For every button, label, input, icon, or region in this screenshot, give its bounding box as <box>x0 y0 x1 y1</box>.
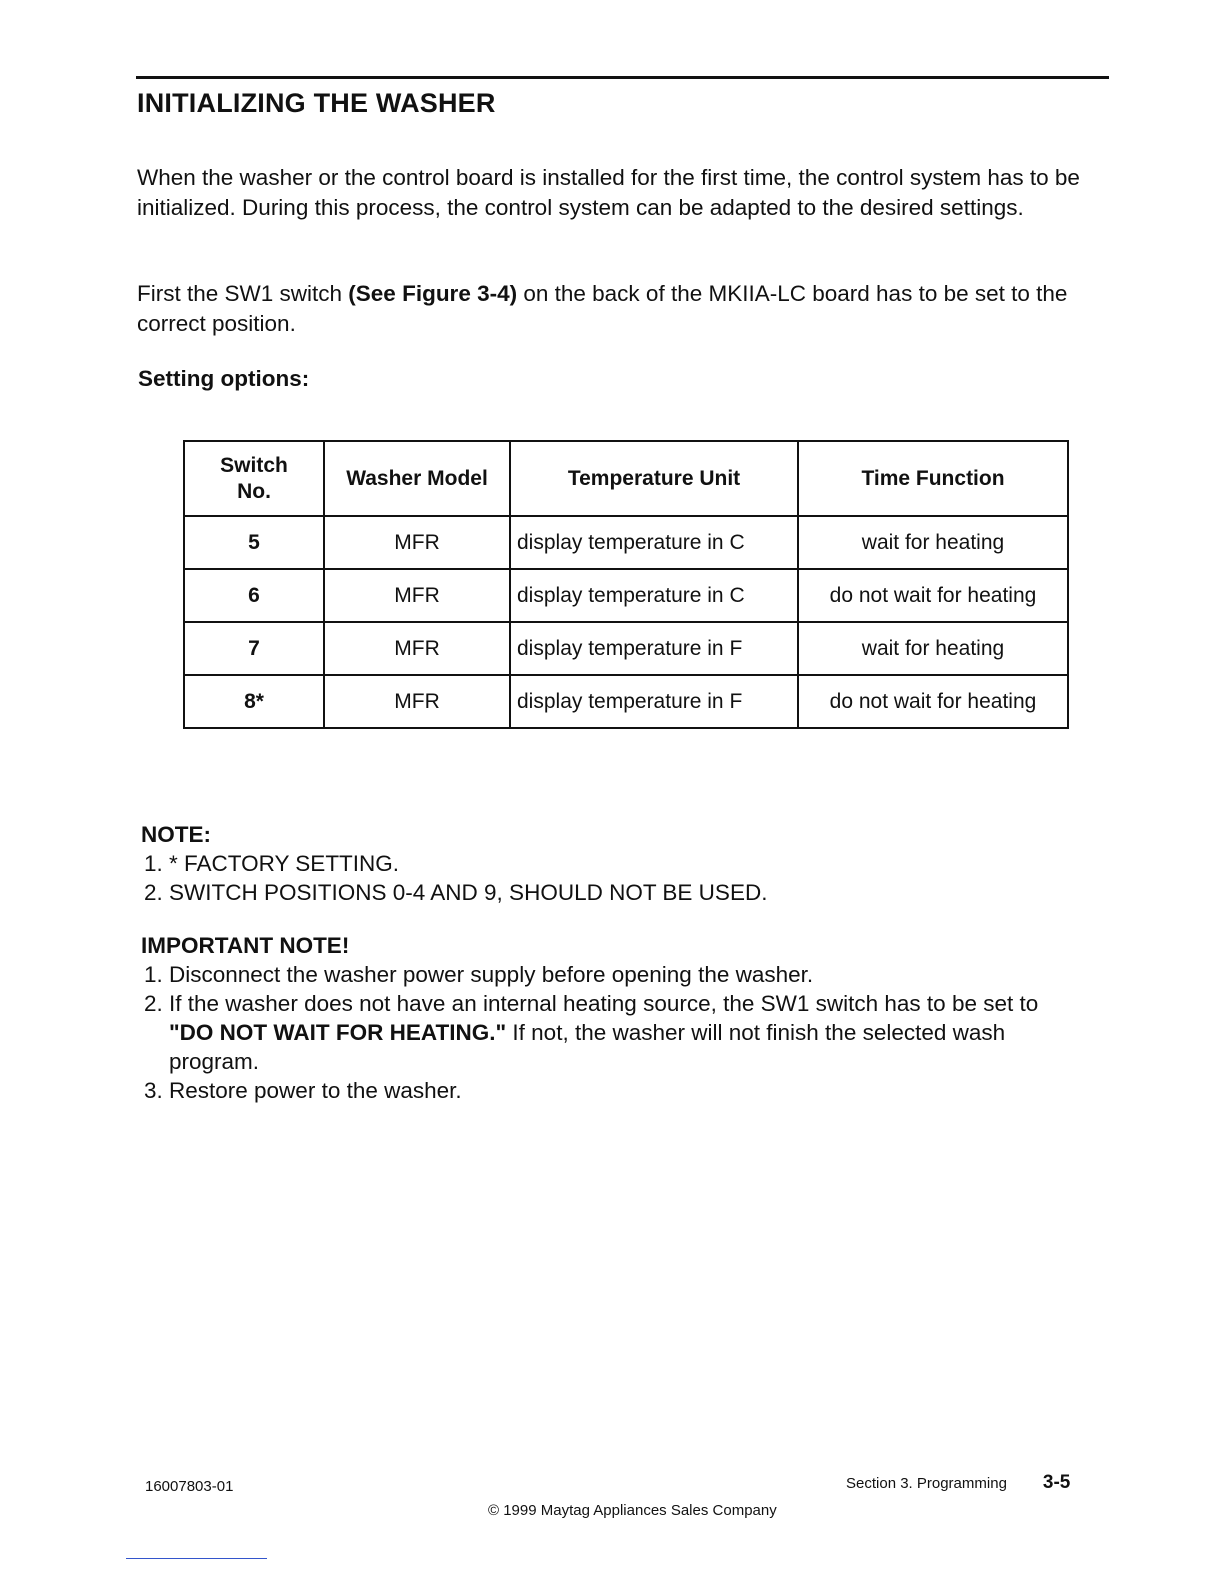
important-note-heading: IMPORTANT NOTE! <box>141 933 350 958</box>
cell-temperature: display temperature in C <box>510 516 798 569</box>
section-name: Section 3. Programming <box>846 1475 1007 1492</box>
switch-paragraph-text-end: on the back of the MKIIA-LC board has to be set to the correct position. <box>137 281 1068 336</box>
header-time-function: Time Function <box>798 441 1068 516</box>
table-row <box>184 622 1068 675</box>
intro-paragraph: When the washer or the control board is installed for the first time, the control system has to be initialized. During this process, the control system can be adapted to the desired settings. <box>137 165 1080 220</box>
document-number: 16007803-01 <box>145 1478 234 1495</box>
important-item-emphasis: "DO NOT WAIT FOR HEATING." <box>169 1020 507 1045</box>
cell-model: MFR <box>324 675 510 728</box>
cell-model: MFR <box>324 622 510 675</box>
cell-model: MFR <box>324 569 510 622</box>
cell-temperature: display temperature in F <box>510 675 798 728</box>
setting-options-heading: Setting options: <box>138 366 310 391</box>
figure-reference: (See Figure 3-4) <box>348 281 518 306</box>
cell-time: wait for heating <box>798 622 1068 675</box>
cell-time: do not wait for heating <box>798 675 1068 728</box>
cell-switch: 6 <box>184 569 324 622</box>
note-item: 1. * FACTORY SETTING. <box>169 849 767 878</box>
header-washer-model: Washer Model <box>324 441 510 516</box>
important-item-text: If the washer does not have an internal heating source, the SW1 switch has to be set to <box>169 991 1039 1016</box>
cell-switch: 7 <box>184 622 324 675</box>
note-heading: NOTE: <box>141 822 211 847</box>
cell-switch: 5 <box>184 516 324 569</box>
header-temperature-unit: Temperature Unit <box>510 441 798 516</box>
top-rule <box>136 76 1109 79</box>
cell-temperature: display temperature in C <box>510 569 798 622</box>
section-label <box>846 1472 1070 1494</box>
switch-paragraph <box>137 279 1107 339</box>
cell-temperature: display temperature in F <box>510 622 798 675</box>
table-row <box>184 516 1068 569</box>
important-item: 1. Disconnect the washer power supply before opening the washer. <box>169 960 1081 989</box>
important-note-list <box>141 960 1081 1105</box>
note-block <box>141 820 767 907</box>
note-item: 2. SWITCH POSITIONS 0-4 AND 9, SHOULD NOT BE USED. <box>169 878 767 907</box>
table-header-row <box>184 441 1068 516</box>
setting-options-table <box>183 440 1069 729</box>
scan-mark <box>126 1558 267 1559</box>
copyright: © 1999 Maytag Appliances Sales Company <box>488 1502 777 1519</box>
note-list <box>141 849 767 907</box>
page-number: 3-5 <box>1042 1472 1071 1493</box>
page-title: INITIALIZING THE WASHER <box>137 88 496 118</box>
important-item-text-end: If not, the washer will not finish the selected wash program. <box>169 1020 1006 1074</box>
header-switch-no: Switch No. <box>184 441 324 516</box>
important-item: 3. Restore power to the washer. <box>169 1076 1081 1105</box>
table-row <box>184 675 1068 728</box>
cell-model: MFR <box>324 516 510 569</box>
table-row <box>184 569 1068 622</box>
important-item <box>169 989 1081 1076</box>
cell-time: wait for heating <box>798 516 1068 569</box>
important-note-block <box>141 931 1081 1105</box>
cell-time: do not wait for heating <box>798 569 1068 622</box>
cell-switch: 8* <box>184 675 324 728</box>
switch-paragraph-text: First the SW1 switch <box>137 281 349 306</box>
